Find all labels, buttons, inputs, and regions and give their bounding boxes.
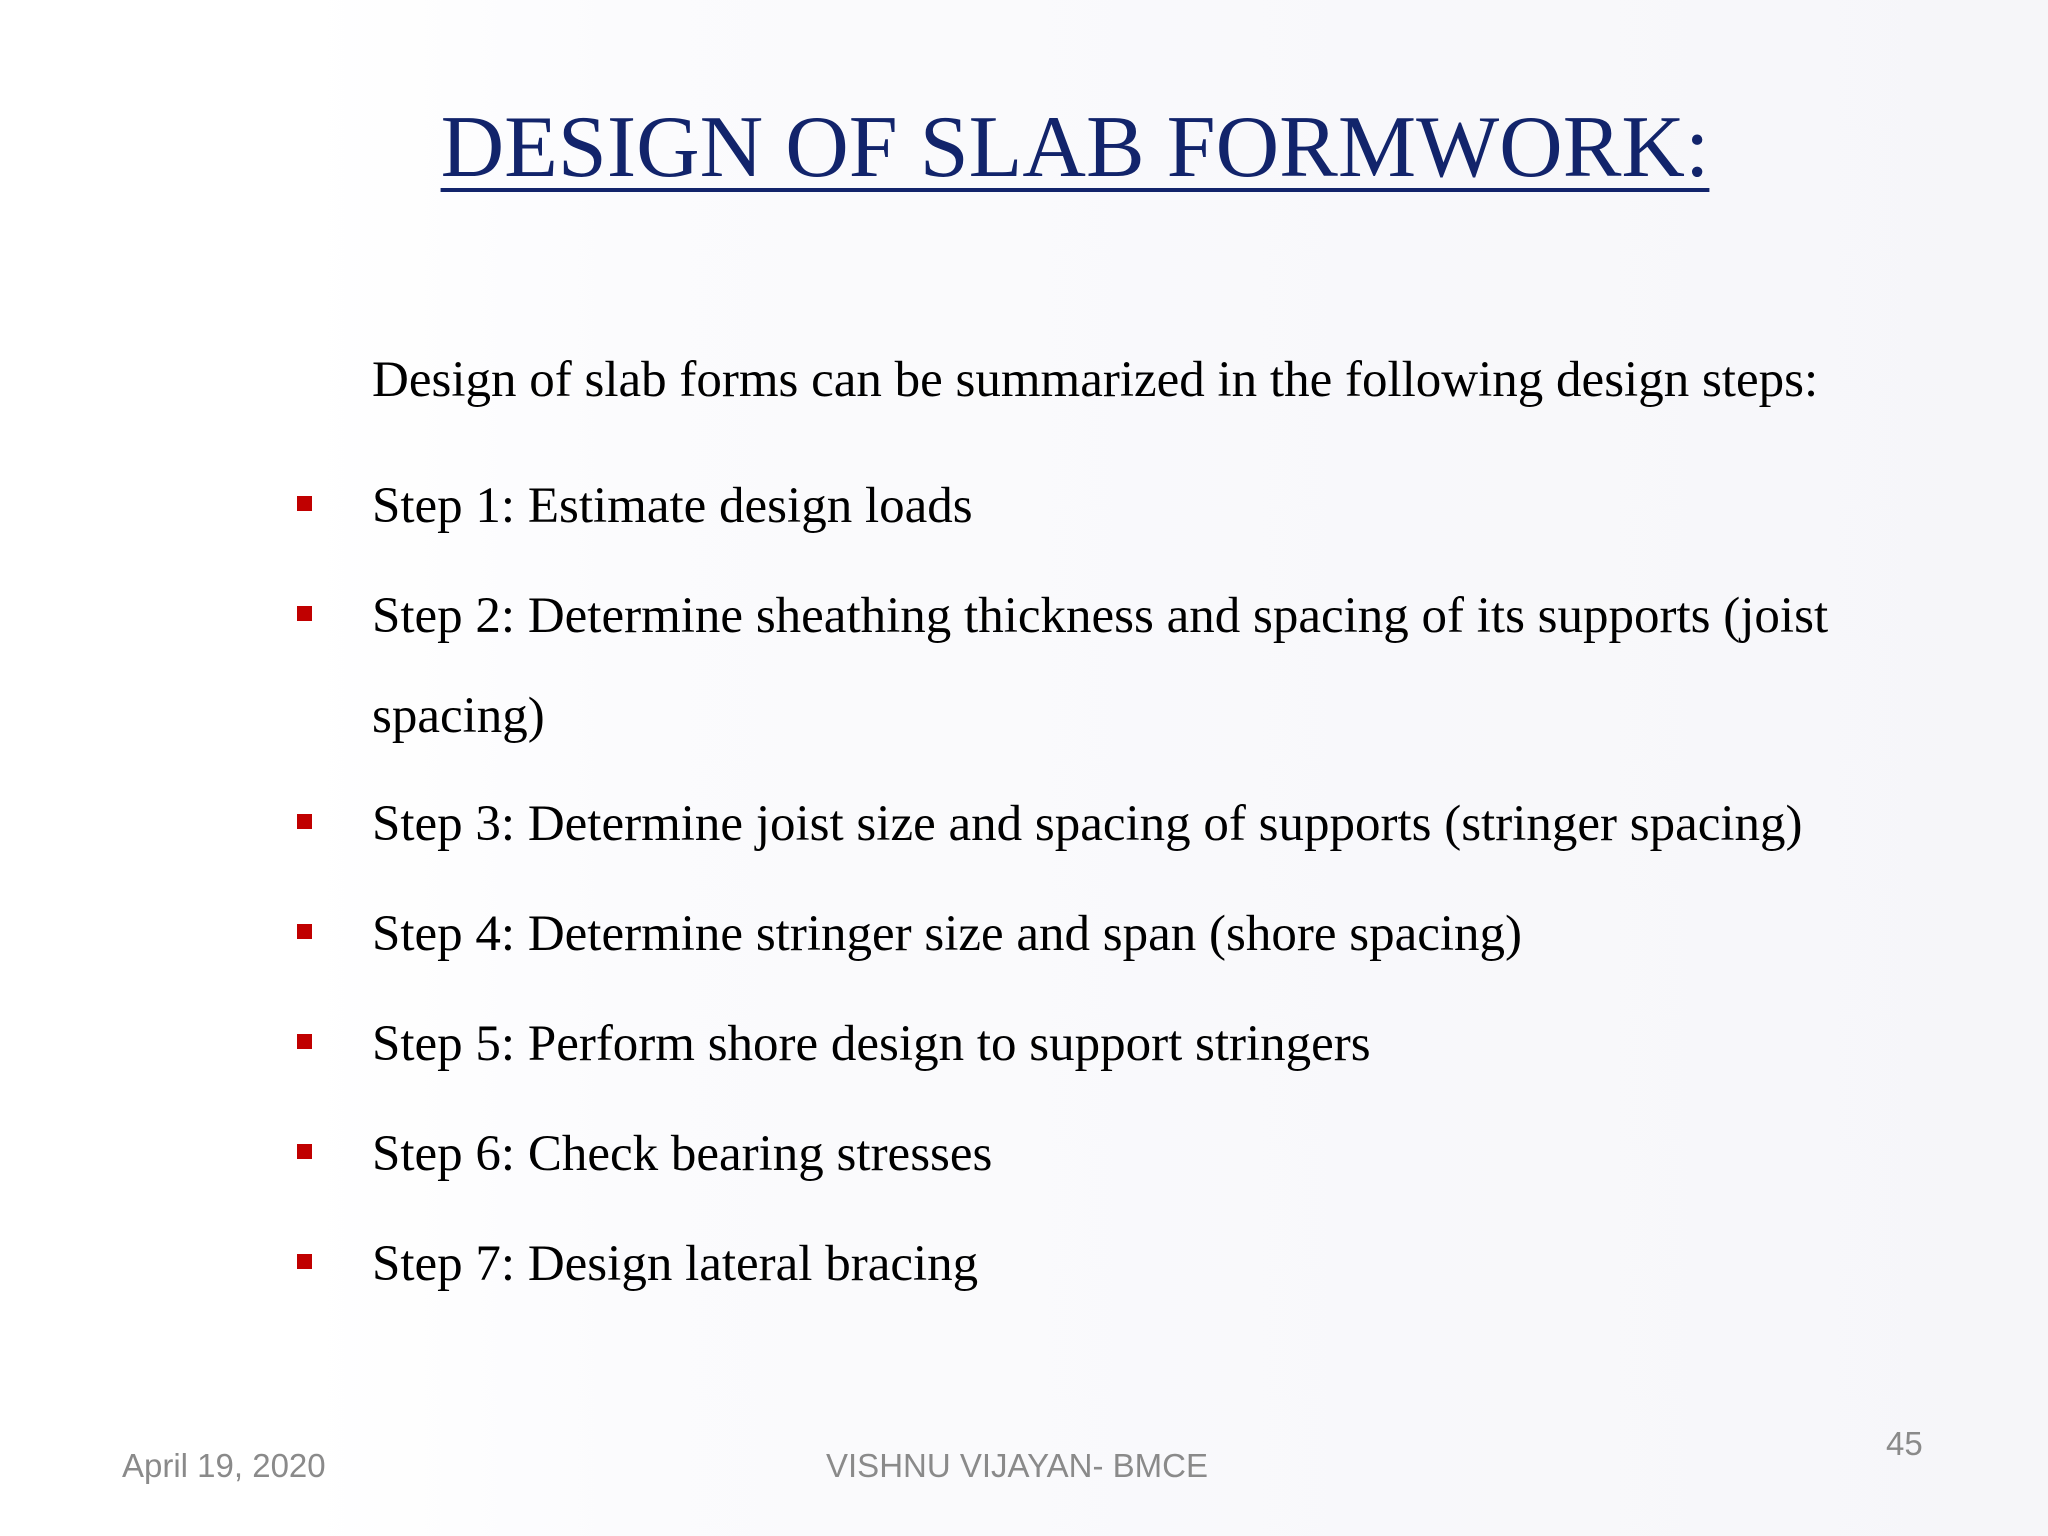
square-bullet-icon — [297, 1034, 312, 1049]
square-bullet-icon — [297, 814, 312, 829]
square-bullet-icon — [297, 1144, 312, 1159]
step-text: Step 6: Check bearing stresses — [372, 1126, 993, 1182]
square-bullet-icon — [297, 496, 312, 511]
square-bullet-icon — [297, 606, 312, 621]
intro-text: Design of slab forms can be summarized in the following design steps: — [372, 352, 1819, 408]
page-number: 45 — [1886, 1425, 1923, 1462]
step-text: Step 3: Determine joist size and spacing of supports (stringer spacing) — [372, 796, 1803, 852]
square-bullet-icon — [297, 924, 312, 939]
slide-title: DESIGN OF SLAB FORMWORK: — [440, 99, 1710, 196]
footer-author: VISHNU VIJAYAN- BMCE — [826, 1447, 1208, 1484]
step-text: Step 2: Determine sheathing thickness and spacing of its supports (joist spacing) — [372, 588, 1829, 744]
step-text: Step 7: Design lateral bracing — [372, 1236, 979, 1292]
step-text: Step 1: Estimate design loads — [372, 478, 973, 534]
footer-date: April 19, 2020 — [122, 1447, 326, 1484]
square-bullet-icon — [297, 1254, 312, 1269]
step-text: Step 5: Perform shore design to support stringers — [372, 1016, 1371, 1072]
step-text: Step 4: Determine stringer size and span (shore spacing) — [372, 906, 1522, 962]
